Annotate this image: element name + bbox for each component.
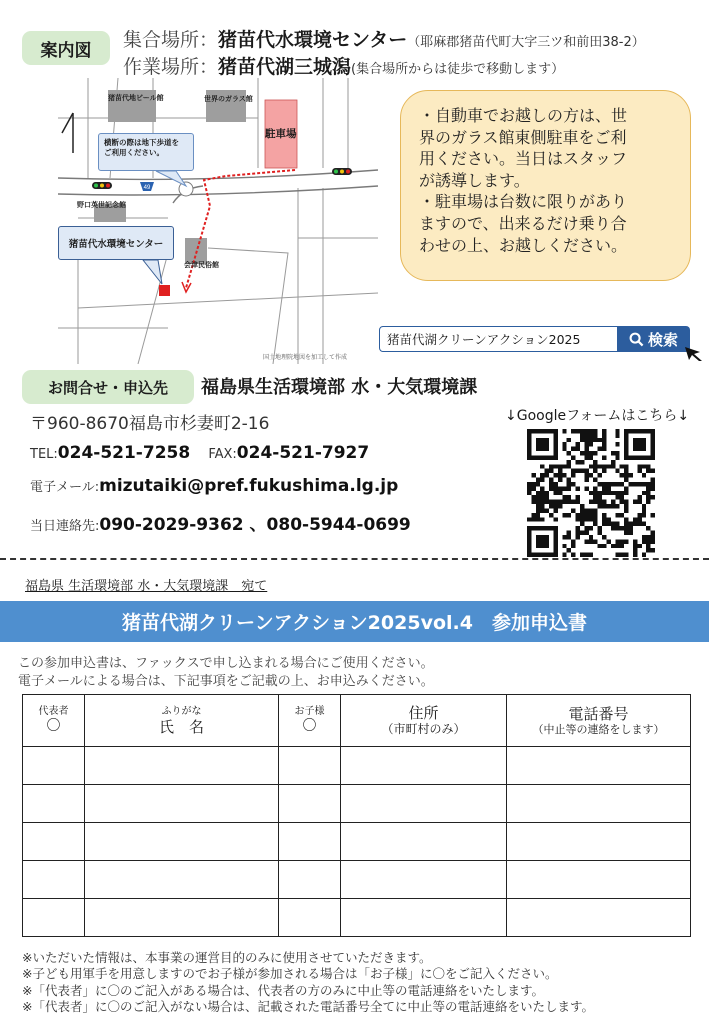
footnote: ※子ども用軍手を用意しますのでお子様が参加される場合は「お子様」に〇をご記入ください。	[22, 966, 558, 981]
cursor-arrow-icon	[684, 346, 704, 362]
entry-cell-name[interactable]	[85, 785, 279, 823]
label-parking: 駐車場	[265, 128, 297, 140]
map-section-tag: 案内図	[22, 31, 110, 65]
parking-note-line: ・自動車でお越しの方は、世	[419, 106, 628, 125]
parking-note-line: ますので、出来るだけ乗り合	[419, 213, 627, 233]
col-child-label: お子様	[294, 706, 325, 718]
col-name-label: 氏 名	[158, 717, 204, 736]
map-credit: 国土地理院地図を加工して作成	[263, 354, 348, 361]
parking-note-line: が誘導します。	[419, 170, 530, 190]
meeting-place-address: （耶麻郡猪苗代町大字三ツ和前田38-2）	[407, 35, 645, 50]
table-row	[23, 899, 691, 937]
north-arrow-icon	[62, 113, 73, 153]
entry-cell-address[interactable]	[341, 899, 507, 937]
entry-cell-address[interactable]	[341, 823, 507, 861]
contact-address: 〒960-8670福島市杉妻町2-16	[30, 414, 270, 434]
col-representative-mark: 〇	[46, 718, 61, 735]
search-button[interactable]	[617, 326, 690, 352]
contact-organization: 福島県生活環境部 水・大気環境課	[201, 377, 478, 398]
work-place-label: 作業場所：	[123, 56, 219, 78]
tel-label: TEL:	[30, 447, 58, 462]
form-intro-1: この参加申込書は、ファックスで申し込まれる場合にご使用ください。	[18, 656, 434, 671]
cut-line	[0, 558, 709, 560]
traffic-light-west	[92, 182, 112, 189]
col-furigana-label: ふりがな	[161, 705, 202, 717]
search-button-label: 検索	[647, 330, 678, 349]
work-place-value: 猪苗代湖三城潟	[218, 56, 352, 78]
callout-crosswalk-line-1: 横断の際は地下歩道を	[104, 138, 179, 147]
entry-cell-address[interactable]	[341, 861, 507, 899]
fax-label: FAX:	[208, 447, 237, 462]
traffic-light-east	[332, 168, 352, 175]
qr-code[interactable]	[527, 429, 655, 557]
form-addressee: 福島県 生活環境部 水・大気環境課 宛て	[25, 579, 268, 594]
entry-cell-rep[interactable]	[23, 861, 85, 899]
entry-cell-rep[interactable]	[23, 785, 85, 823]
col-phone-note: （中止等の連絡をします）	[532, 722, 665, 736]
table-row	[23, 747, 691, 785]
table-header-row	[23, 695, 691, 747]
day-contact-label: 当日連絡先:	[30, 519, 100, 534]
work-place-note: (集合場所からは徒歩で移動します）	[351, 62, 565, 77]
parking-note-line: 用ください。当日はスタッフ	[419, 149, 628, 169]
contact-email-line	[30, 476, 398, 496]
contact-section-tag: お問合せ・申込先	[22, 370, 194, 404]
callout-center: 猪苗代水環境センター	[58, 226, 174, 260]
table-row	[23, 861, 691, 899]
google-form-caption: ↓Googleフォームはこちら↓	[505, 408, 690, 424]
contact-phone-line	[30, 443, 369, 463]
entry-cell-name[interactable]	[85, 823, 279, 861]
col-representative	[23, 695, 85, 747]
entry-cell-rep[interactable]	[23, 823, 85, 861]
entry-cell-rep[interactable]	[23, 899, 85, 937]
day-contact-phones: 090-2029-9362 、080-5944-0699	[99, 515, 411, 535]
col-name	[85, 695, 279, 747]
col-child-mark: 〇	[302, 718, 317, 735]
search-icon	[629, 332, 644, 347]
svg-text:49: 49	[143, 185, 151, 191]
entry-cell-phone[interactable]	[507, 785, 691, 823]
entry-cell-child[interactable]	[279, 785, 341, 823]
entry-cell-phone[interactable]	[507, 899, 691, 937]
col-address	[341, 695, 507, 747]
table-row	[23, 785, 691, 823]
col-phone-label: 電話番号	[568, 704, 629, 723]
entry-cell-child[interactable]	[279, 747, 341, 785]
entry-cell-address[interactable]	[341, 785, 507, 823]
footnote: ※いただいた情報は、本事業の運営目的のみに使用させていただきます。	[22, 950, 432, 965]
table-row	[23, 823, 691, 861]
footnote: ※「代表者」に〇のご記入がない場合は、記載された電話番号全てに中止等の電話連絡をいたします。	[22, 999, 594, 1014]
meeting-place-label: 集合場所：	[123, 29, 219, 51]
col-address-note: （市町村のみ）	[381, 722, 466, 737]
footnote: ※「代表者」に〇のご記入がある場合は、代表者の方のみに中止等の電話連絡をいたします。	[22, 983, 544, 998]
entry-cell-address[interactable]	[341, 747, 507, 785]
parking-note	[400, 90, 691, 281]
col-address-label: 住所	[408, 704, 439, 723]
tel-number: 024-521-7258	[57, 443, 191, 463]
parking-note-line: 界のガラス館東側駐車をご利	[419, 127, 627, 147]
email-label: 電子メール:	[30, 480, 100, 495]
callout-crosswalk	[98, 133, 194, 171]
label-folk-museum: 会津民俗館	[184, 261, 219, 269]
entry-cell-rep[interactable]	[23, 747, 85, 785]
entry-cell-child[interactable]	[279, 861, 341, 899]
parking-note-line: わせの上、お越しください。	[419, 235, 628, 255]
entry-cell-name[interactable]	[85, 747, 279, 785]
entry-cell-phone[interactable]	[507, 861, 691, 899]
entry-rows	[23, 747, 691, 937]
access-map	[58, 78, 378, 364]
email-address[interactable]: mizutaiki@pref.fukushima.lg.jp	[99, 476, 399, 496]
meeting-place-value: 猪苗代水環境センター	[218, 29, 408, 51]
label-noguchi: 野口英世記念館	[77, 201, 126, 209]
walking-route	[186, 170, 295, 288]
callout-crosswalk-line-2: ご利用ください。	[104, 148, 164, 158]
parking-note-line: ・駐車場は台数に限りがあり	[419, 192, 628, 212]
form-title: 猪苗代湖クリーンアクション2025vol.4 参加申込書	[0, 601, 709, 642]
entry-cell-phone[interactable]	[507, 823, 691, 861]
entry-cell-phone[interactable]	[507, 747, 691, 785]
entry-table	[22, 694, 691, 937]
fax-number: 024-521-7927	[236, 443, 370, 463]
route-49-sign	[140, 182, 154, 191]
col-phone	[507, 695, 691, 747]
work-place-line	[123, 52, 564, 79]
entry-cell-child[interactable]	[279, 823, 341, 861]
col-child	[279, 695, 341, 747]
search-input[interactable]: 猪苗代湖クリーンアクション2025	[379, 326, 619, 352]
form-intro-2: 電子メールによる場合は、下記事項をご記載の上、お申込みください。	[18, 674, 434, 689]
center-marker	[159, 285, 170, 296]
entry-cell-name[interactable]	[85, 899, 279, 937]
map-drawing	[58, 78, 378, 364]
entry-cell-name[interactable]	[85, 861, 279, 899]
contact-day-line	[30, 510, 411, 535]
meeting-place-line	[123, 25, 645, 52]
entry-cell-child[interactable]	[279, 899, 341, 937]
label-glass-hall: 世界のガラス館	[204, 95, 253, 103]
label-beer-hall: 猪苗代地ビール館	[108, 94, 164, 102]
col-representative-label: 代表者	[38, 706, 69, 718]
